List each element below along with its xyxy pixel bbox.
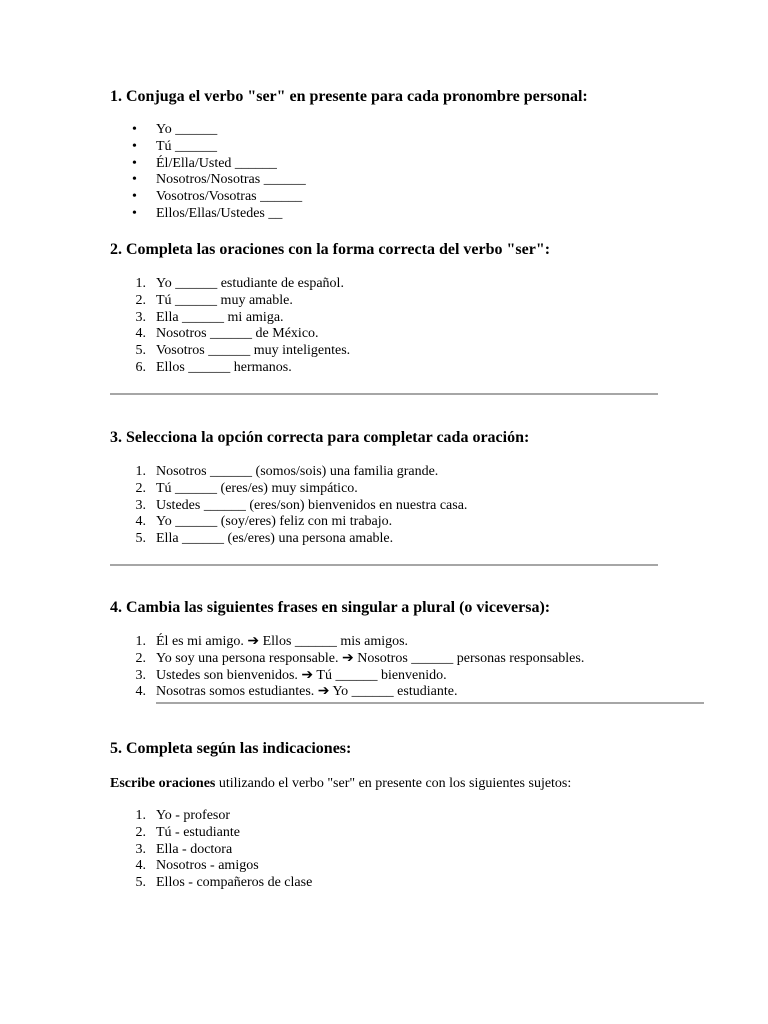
list-item: Ella ______ mi amiga. bbox=[156, 309, 284, 325]
list-item: Yo ______ estudiante de español. bbox=[156, 276, 344, 291]
list-item: • Ellos/Ellas/Ustedes __ bbox=[110, 206, 306, 223]
list-item: Ella ______ (es/eres) una persona amable. bbox=[156, 531, 394, 547]
list-item: Nosotros ______ (somos/sois) una familia grande. bbox=[156, 464, 439, 479]
divider bbox=[156, 702, 704, 704]
list-item: Yo soy una persona responsable. ➔ Nosotros ______ personas responsables. bbox=[156, 650, 585, 666]
list-item: Tú ______ (eres/es) muy simpático. bbox=[156, 480, 358, 496]
list-item: Tú ______ muy amable. bbox=[156, 292, 293, 308]
section-5-title: 5. Completa según las indicaciones: bbox=[110, 740, 352, 757]
list-item: Nosotras somos estudiantes. ➔ Yo ______ estudiante. bbox=[156, 684, 458, 700]
list-item: Tú - estudiante bbox=[156, 824, 240, 840]
section-2-list bbox=[110, 276, 350, 377]
instructions-text: utilizando el verbo "ser" en presente con los siguientes sujetos: bbox=[215, 776, 572, 791]
section-1-title: 1. Conjuga el verbo "ser" en presente para cada pronombre personal: bbox=[110, 88, 588, 105]
section-3-title: 3. Selecciona la opción correcta para completar cada oración: bbox=[110, 429, 530, 446]
section-4-title: 4. Cambia las siguientes frases en singular a plural (o viceversa): bbox=[110, 599, 551, 616]
section-4-list bbox=[110, 634, 584, 701]
list-item: • Tú ______ bbox=[110, 139, 306, 156]
list-item: Ella - doctora bbox=[156, 841, 233, 857]
list-item: Yo - profesor bbox=[156, 808, 231, 823]
section-2-title: 2. Completa las oraciones con la forma correcta del verbo "ser": bbox=[110, 241, 551, 258]
list-item: Yo ______ (soy/eres) feliz con mi trabajo. bbox=[156, 514, 393, 530]
list-item: Ustedes son bienvenidos. ➔ Tú ______ bienvenido. bbox=[156, 667, 447, 683]
divider bbox=[110, 564, 658, 566]
section-1-list bbox=[110, 122, 306, 223]
instructions-bold: Escribe oraciones bbox=[110, 776, 216, 791]
list-item: Ellos ______ hermanos. bbox=[156, 359, 292, 375]
list-item: • Yo ______ bbox=[110, 122, 306, 139]
section-3-list bbox=[110, 464, 467, 548]
section-5-list bbox=[110, 808, 312, 892]
list-item: • Él/Ella/Usted ______ bbox=[110, 156, 306, 173]
list-item: Ustedes ______ (eres/son) bienvenidos en nuestra casa. bbox=[156, 497, 468, 513]
list-item: Nosotros - amigos bbox=[156, 858, 259, 874]
list-item: • Vosotros/Vosotras ______ bbox=[110, 189, 306, 206]
section-5-instructions bbox=[110, 775, 571, 792]
list-item: • Nosotros/Nosotras ______ bbox=[110, 172, 306, 189]
list-item: Nosotros ______ de México. bbox=[156, 326, 319, 342]
list-item: Él es mi amigo. ➔ Ellos ______ mis amigos. bbox=[156, 634, 409, 649]
list-item: Vosotros ______ muy inteligentes. bbox=[156, 343, 351, 359]
divider bbox=[110, 393, 658, 395]
list-item: Ellos - compañeros de clase bbox=[156, 875, 313, 891]
